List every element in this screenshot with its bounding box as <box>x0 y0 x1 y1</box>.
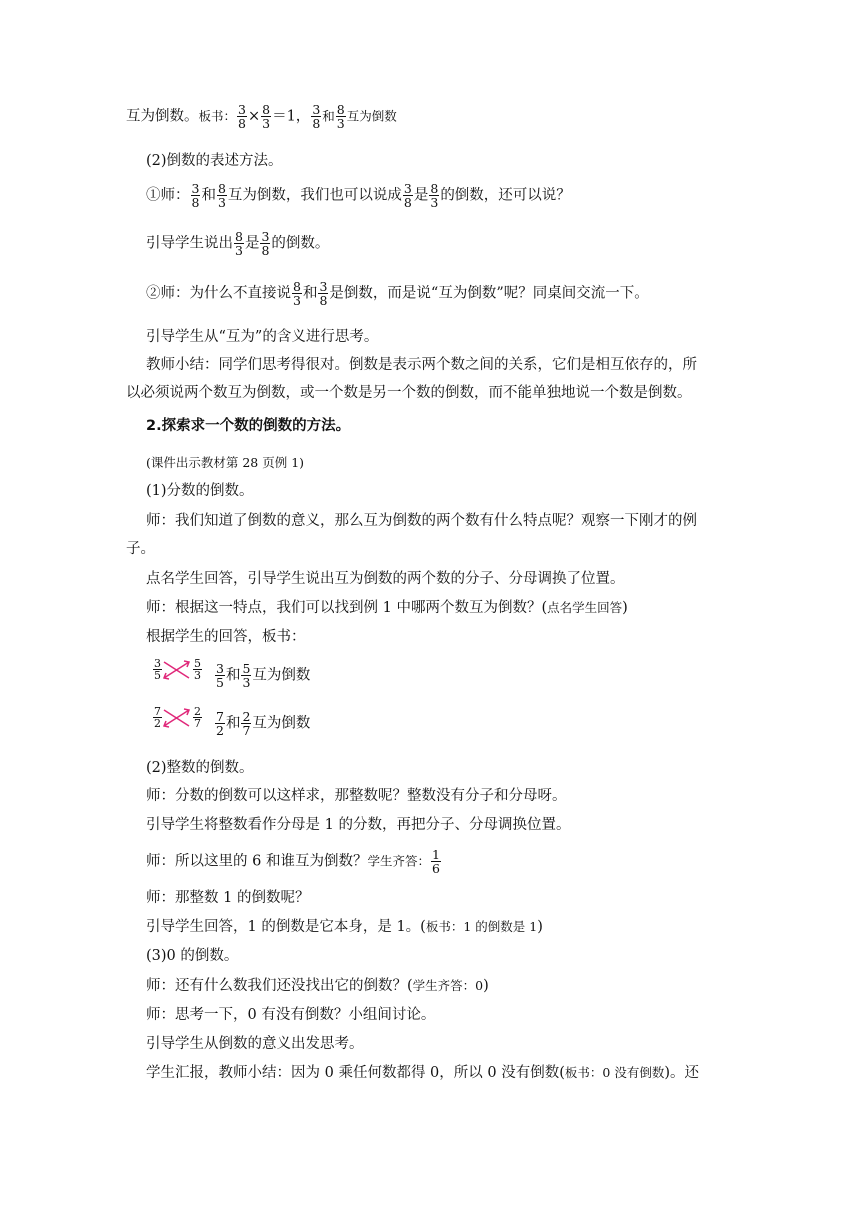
line-19: (2)整数的倒数。 <box>146 760 254 776</box>
text: 和 <box>322 108 335 124</box>
cross-arrow-icon <box>162 707 192 729</box>
line-21: 引导学生将整数看作分母是 1 的分数，再把分子、分母调换位置。 <box>146 817 571 833</box>
line-1 <box>126 103 397 130</box>
fraction-8-3: $\frac{8}{3}$ <box>262 102 271 131</box>
line-5: ②师：为什么不直接说 $\frac{8}{3}$ 和 $\frac{3}{8}$ 是倒数，而是说“互为倒数”呢？同桌间交流一下。 <box>146 279 649 308</box>
section-heading: 2.探索求一个数的倒数的方法。 <box>146 418 351 434</box>
line-20: 师：分数的倒数可以这样求，那整数呢？整数没有分子和分母呀。 <box>146 788 567 804</box>
line-23: 师：那整数 1 的倒数呢？ <box>146 890 310 906</box>
fraction-3-8: $\frac{3}{8}$ <box>319 279 328 308</box>
fraction-8-3: $\frac{8}{3}$ <box>336 102 345 131</box>
fraction-3-5: $\frac{3}{5}$ <box>216 661 224 690</box>
line-10: (课件出示教材第 28 页例 1) <box>146 455 305 470</box>
fraction-8-3: $\frac{8}{3}$ <box>217 181 226 210</box>
line-3: ①师： $\frac{3}{8}$ 和 $\frac{8}{3}$ 互为倒数，我们也可以说成 $\frac{3}{8}$ 是 $\frac{8}{3}$ 的倒数，还可以说？ <box>146 181 571 210</box>
line-7: 教师小结：同学们思考得很对。倒数是表示两个数之间的关系，它们是相互依存的，所 <box>146 357 697 373</box>
cross-arrow-icon <box>162 659 192 681</box>
fraction-3-8: $\frac{3}{8}$ <box>238 102 246 131</box>
line-17: $\frac{3}{5}$ 和 $\frac{5}{3}$ 互为倒数 <box>216 661 311 690</box>
text: 互为倒数。 <box>126 108 199 125</box>
line-11: (1)分数的倒数。 <box>146 483 254 499</box>
fraction-2-7: 2 7 <box>194 705 201 730</box>
line-29: 学生汇报，教师小结：因为 0 乘任何数都得 0，所以 0 没有倒数(板书：0 没有倒数)。还 <box>146 1065 699 1081</box>
line-18: $\frac{7}{2}$ 和 $\frac{2}{7}$ 互为倒数 <box>216 709 311 738</box>
line-14: 点名学生回答，引导学生说出互为倒数的两个数的分子、分母调换了位置。 <box>146 571 625 587</box>
fraction-8-3: $\frac{8}{3}$ <box>235 229 243 258</box>
fraction-7-2: $\frac{7}{2}$ <box>216 709 224 738</box>
fraction-7-2: 7 2 <box>154 705 161 730</box>
line-16: 根据学生的回答，板书： <box>146 629 306 645</box>
line-15: 师：根据这一特点，我们可以找到例 1 中哪两个数互为倒数？(点名学生回答) <box>146 600 628 616</box>
line-6: 引导学生从“互为”的含义进行思考。 <box>146 329 379 345</box>
line-8: 以必须说两个数互为倒数，或一个数是另一个数的倒数，而不能单独地说一个数是倒数。 <box>126 385 692 401</box>
line-26: 师：还有什么数我们还没找出它的倒数？(学生齐答：0) <box>146 978 489 994</box>
text: ＝1， <box>272 108 311 125</box>
fraction-3-8: $\frac{3}{8}$ <box>191 181 200 210</box>
fraction-5-3: $\frac{5}{3}$ <box>242 661 251 690</box>
line-12: 师：我们知道了倒数的意义，那么互为倒数的两个数有什么特点呢？观察一下刚才的例 <box>146 513 697 529</box>
line-22: 师：所以这里的 6 和谁互为倒数？学生齐答： $\frac{1}{6}$ <box>146 847 440 876</box>
fraction-3-5: 3 5 <box>154 657 161 682</box>
line-2: (2)倒数的表述方法。 <box>146 153 283 169</box>
line-4: 引导学生说出 $\frac{8}{3}$ 是 $\frac{3}{8}$ 的倒数。 <box>146 229 330 258</box>
line-27: 师：思考一下，0 有没有倒数？小组间讨论。 <box>146 1007 436 1023</box>
fraction-3-8: $\frac{3}{8}$ <box>403 181 412 210</box>
fraction-3-8: $\frac{3}{8}$ <box>312 102 321 131</box>
line-13: 子。 <box>126 541 155 557</box>
fraction-8-3: $\frac{8}{3}$ <box>430 181 439 210</box>
line-25: (3)0 的倒数。 <box>146 948 239 964</box>
fraction-3-8: $\frac{3}{8}$ <box>261 229 270 258</box>
fraction-8-3: $\frac{8}{3}$ <box>293 279 301 308</box>
fraction-2-7: $\frac{2}{7}$ <box>242 709 251 738</box>
line-24: 引导学生回答，1 的倒数是它本身，是 1。(板书：1 的倒数是 1) <box>146 919 543 935</box>
text: 板书： <box>198 108 237 124</box>
fraction-1-6: $\frac{1}{6}$ <box>431 847 440 876</box>
line-28: 引导学生从倒数的意义出发思考。 <box>146 1036 364 1052</box>
fraction-5-3: 5 3 <box>194 657 201 682</box>
text: 互为倒数 <box>346 108 397 124</box>
text: × <box>247 108 261 125</box>
